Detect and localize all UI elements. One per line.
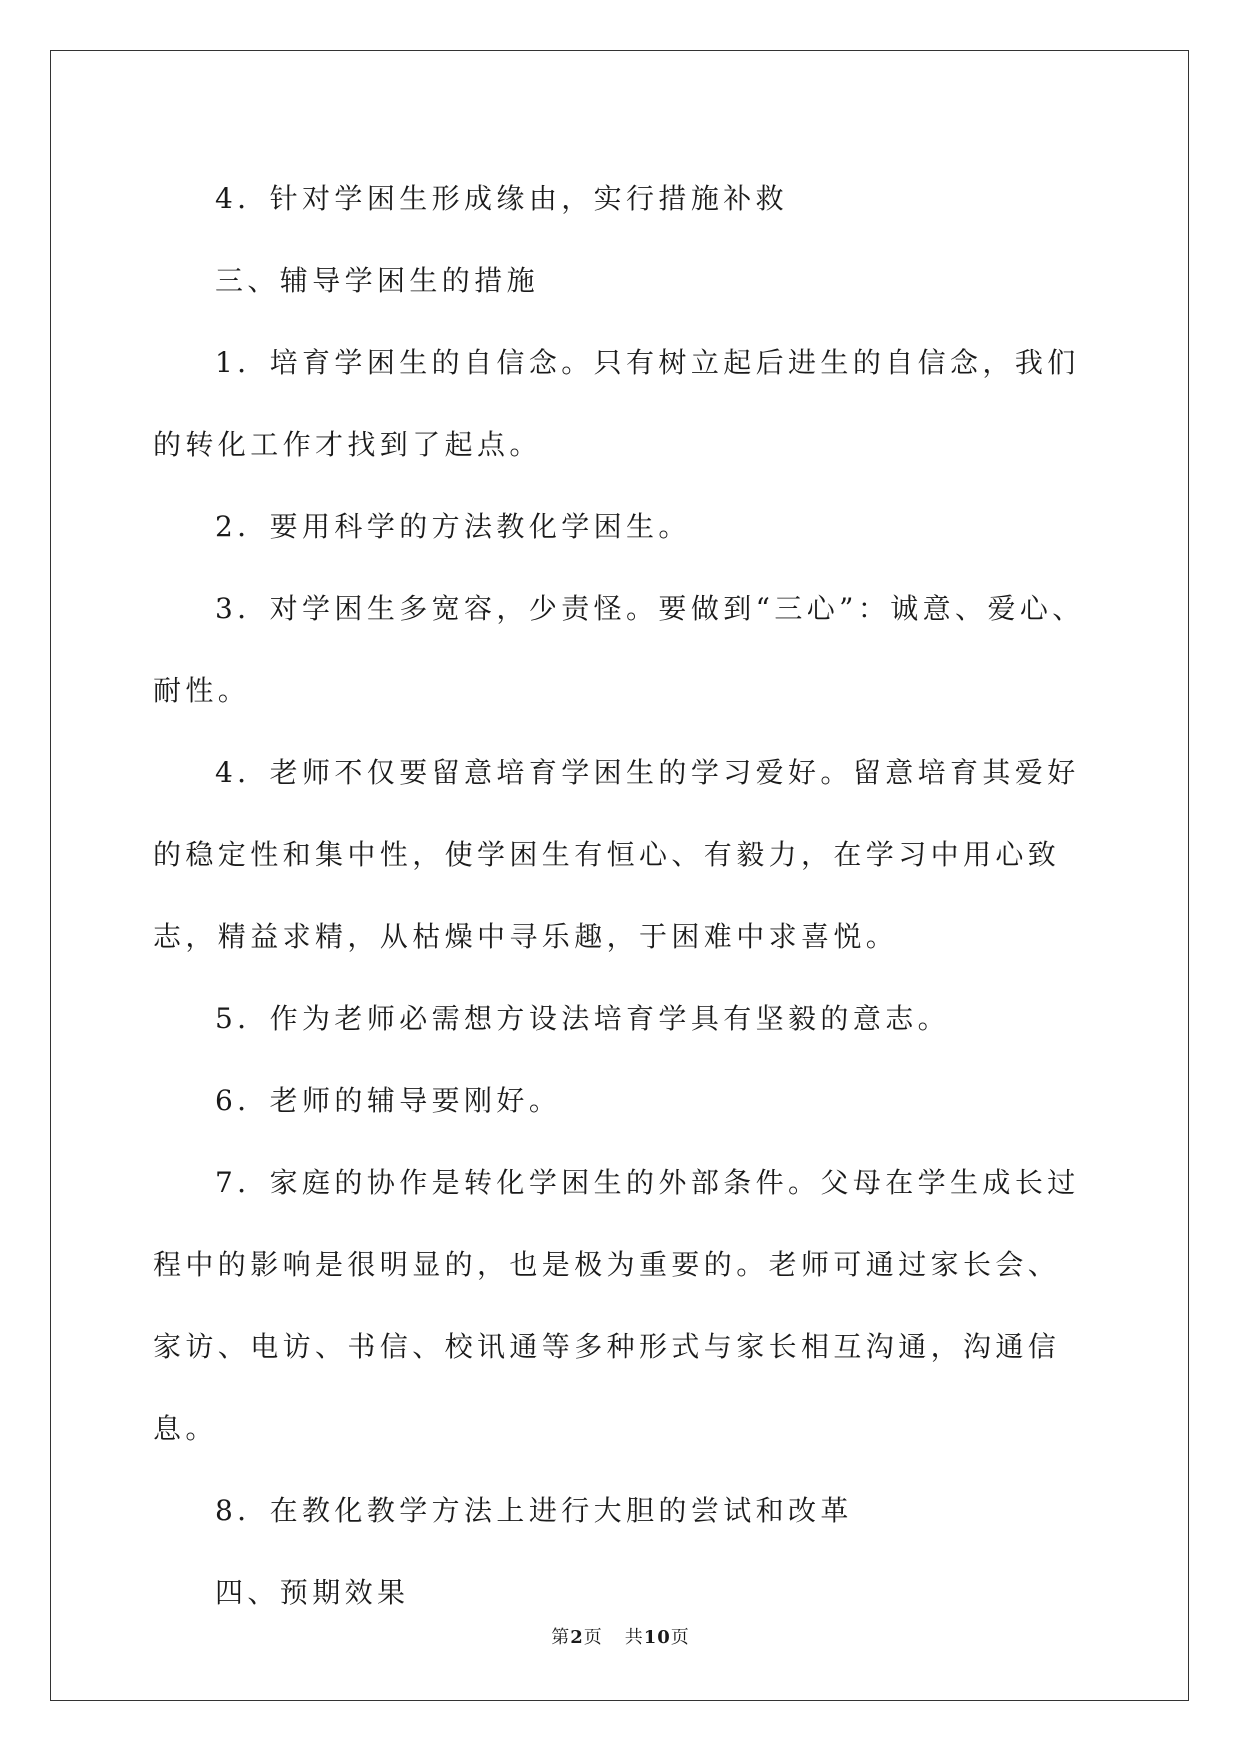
- page-suffix: 页: [583, 1627, 603, 1648]
- total-prefix: 共: [624, 1627, 644, 1648]
- paragraph-item-8-reform: 8．在教化教学方法上进行大胆的尝试和改革: [215, 1494, 853, 1527]
- document-body: [153, 158, 1088, 1634]
- section-heading-expected-results: 四、预期效果: [215, 1576, 410, 1609]
- paragraph-item-6-timely-guidance: 6．老师的辅导要刚好。: [215, 1084, 562, 1117]
- paragraph-item-2-scientific-method: 2．要用科学的方法教化学困生。: [215, 510, 691, 543]
- page-prefix: 第: [551, 1627, 571, 1648]
- total-suffix: 页: [670, 1627, 690, 1648]
- total-pages: 10: [643, 1627, 671, 1648]
- paragraph-item-4-interest: 4．老师不仅要留意培育学困生的学习爱好。留意培育其爱好的稳定性和集中性，使学困生有恒心、有毅力，在学习中用心致志，精益求精，从枯燥中寻乐趣，于困难中求喜悦。: [153, 756, 1080, 953]
- paragraph-item-4-remedy: 4．针对学困生形成缘由，实行措施补救: [215, 182, 789, 215]
- paragraph-item-1-confidence: 1．培育学困生的自信念。只有树立起后进生的自信念，我们的转化工作才找到了起点。: [153, 346, 1080, 461]
- page-number: 2: [570, 1627, 584, 1648]
- paragraph-item-7-family-cooperation: 7．家庭的协作是转化学困生的外部条件。父母在学生成长过程中的影响是很明显的，也是极为重要的。老师可通过家长会、家访、电访、书信、校讯通等多种形式与家长相互沟通，沟通信息。: [153, 1166, 1080, 1445]
- paragraph-item-5-willpower: 5．作为老师必需想方设法培育学具有坚毅的意志。: [215, 1002, 951, 1035]
- paragraph-item-3-tolerance: 3．对学困生多宽容，少责怪。要做到“三心”：诚意、爱心、耐性。: [153, 592, 1085, 707]
- section-heading-measures: 三、辅导学困生的措施: [215, 264, 540, 297]
- page-footer: [0, 1623, 1241, 1649]
